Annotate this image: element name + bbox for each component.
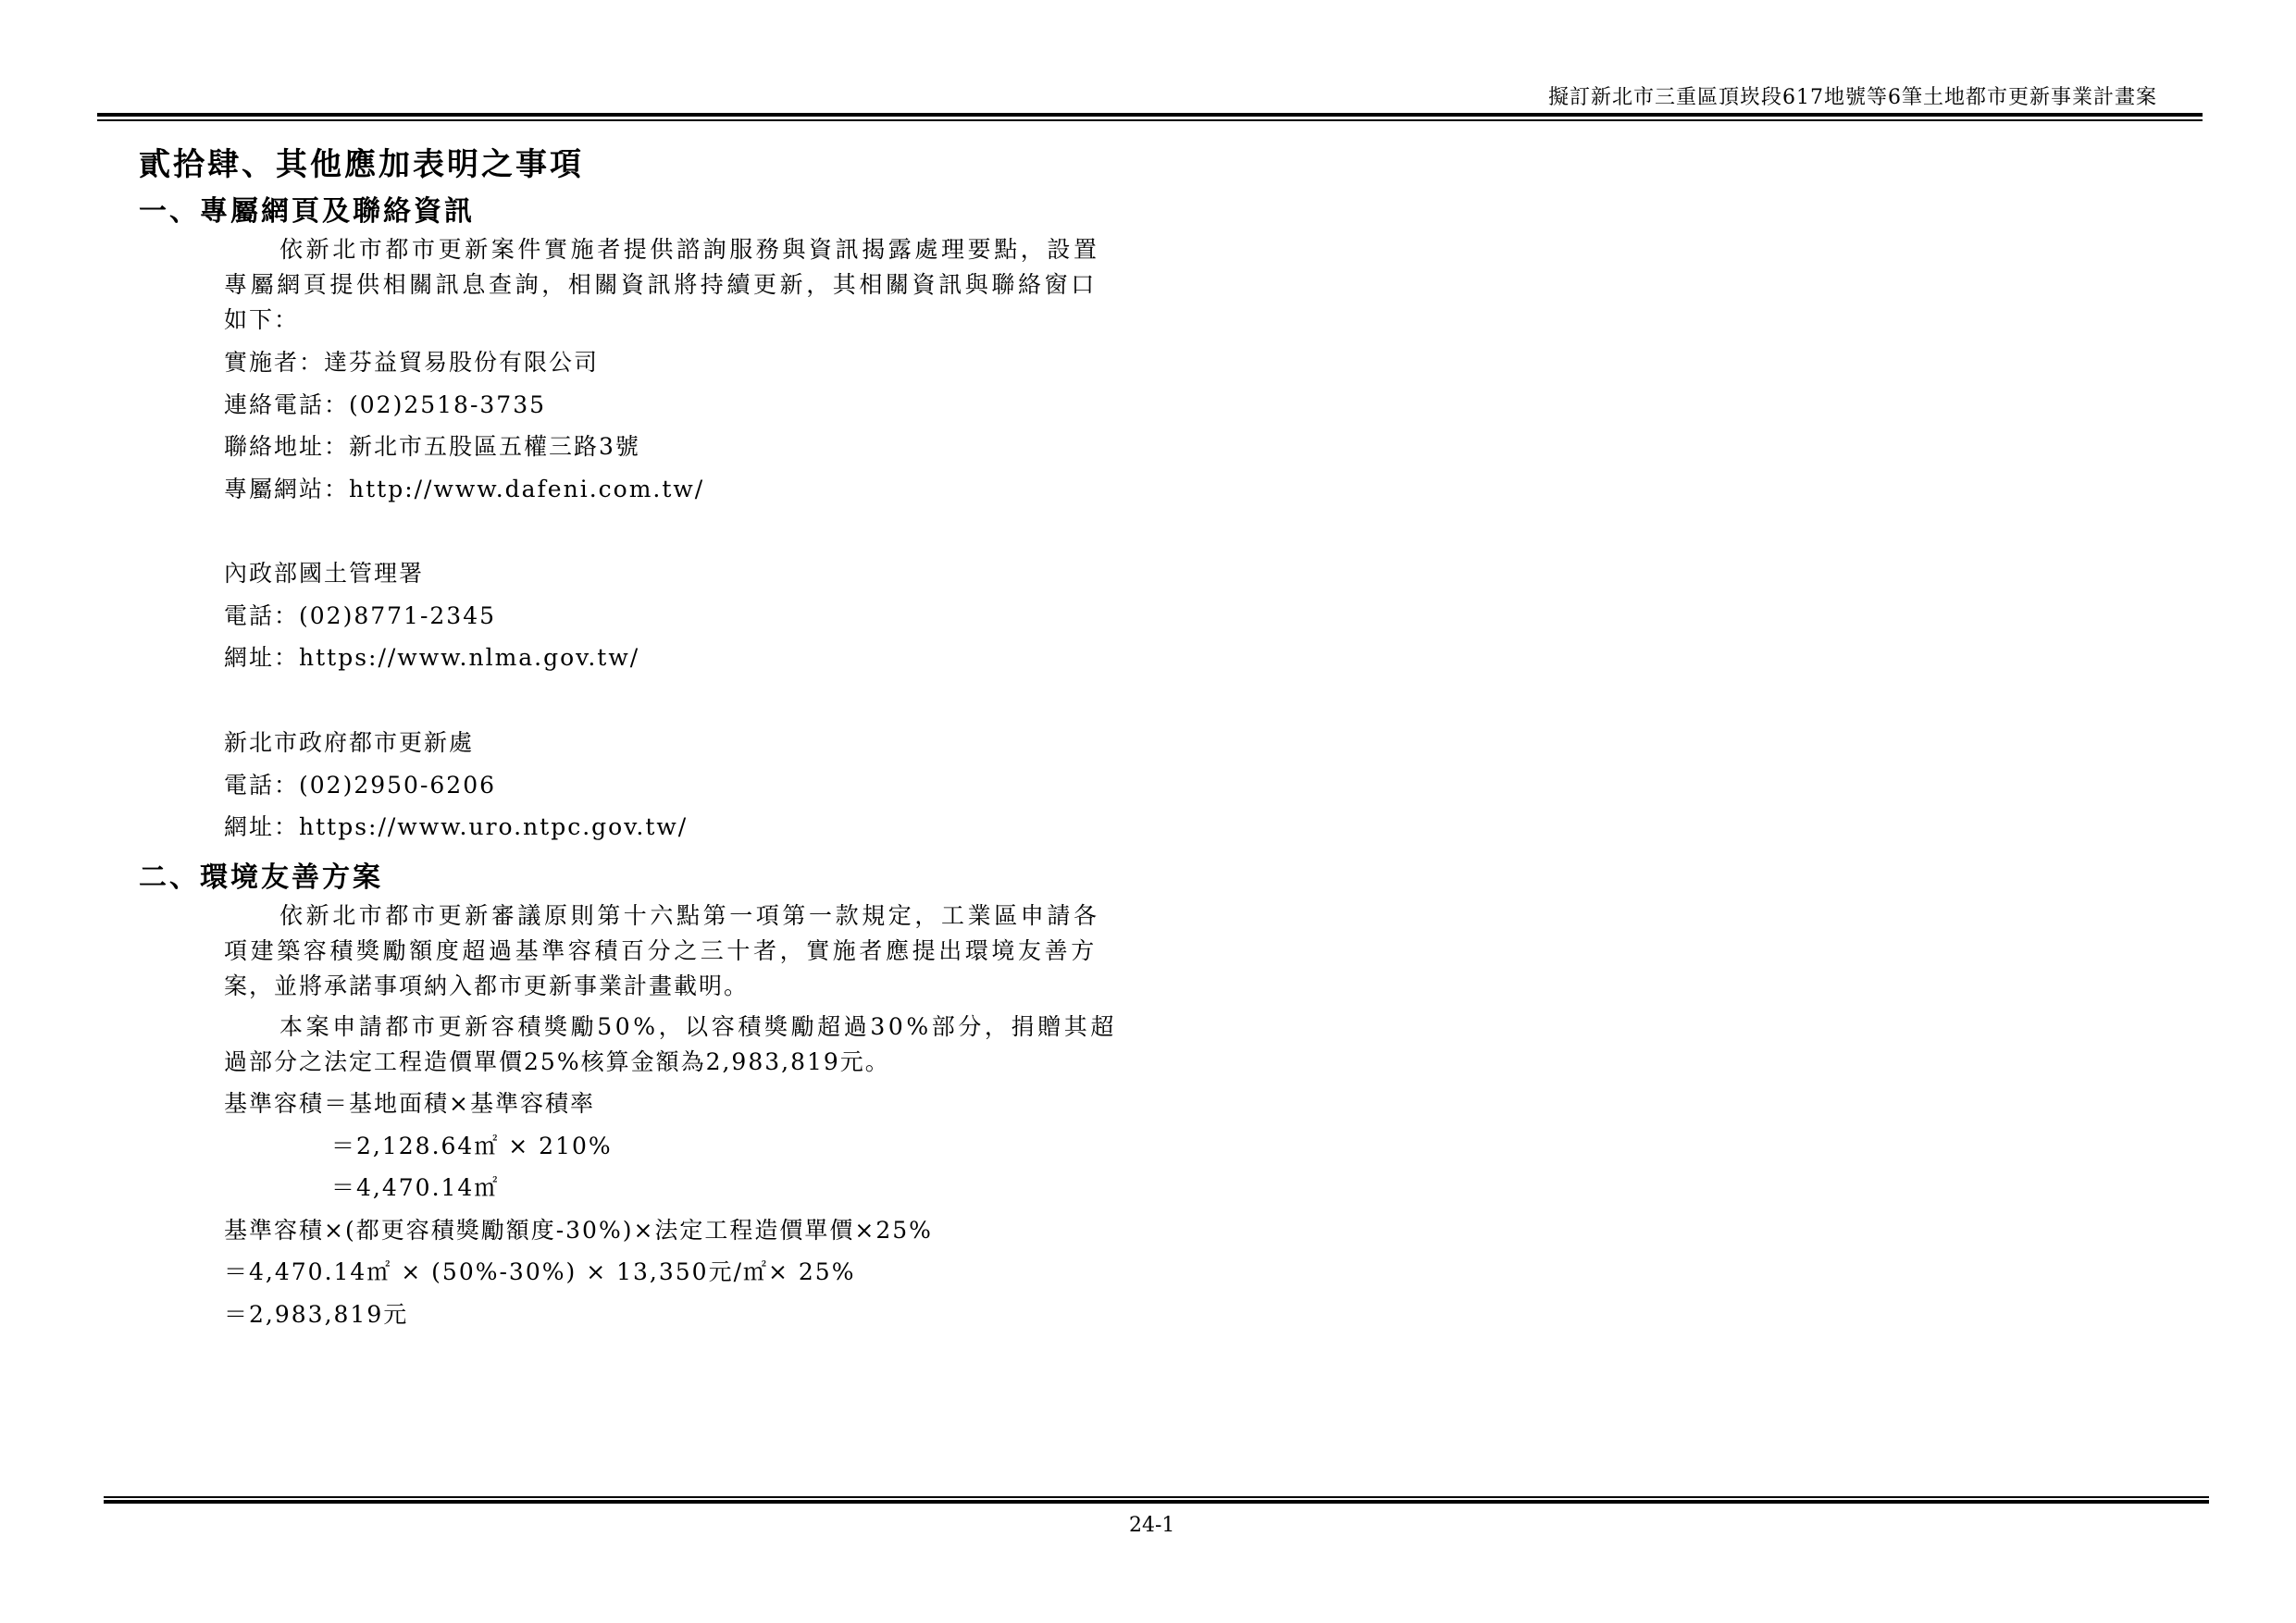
agency2-phone: 電話：(02)2950-6206	[224, 772, 497, 799]
section1-paragraph-line: 依新北市都市更新案件實施者提供諮詢服務與資訊揭露處理要點，設置	[279, 236, 1100, 263]
calculation-line: ＝4,470.14㎡ × (50%-30%) × 13,350元/㎡× 25%	[224, 1258, 856, 1285]
agency1-name: 內政部國土管理署	[224, 560, 425, 587]
chapter-title: 貳拾肆、其他應加表明之事項	[139, 146, 584, 183]
header-rule-thin	[97, 119, 2203, 121]
section2-paragraph-line: 項建築容積獎勵額度超過基準容積百分之三十者，實施者應提出環境友善方	[224, 937, 1098, 964]
footer-rule-thin	[104, 1496, 2209, 1498]
contact-address-text: 聯絡地址：新北市五股區五權三路3號	[224, 433, 640, 460]
calculation-line: ＝2,128.64㎡ × 210%	[331, 1133, 613, 1159]
section1-paragraph-line: 如下：	[224, 306, 300, 333]
agency2-url: 網址：https://www.uro.ntpc.gov.tw/	[224, 813, 689, 840]
document-header-title: 擬訂新北市三重區頂崁段617地號等6筆土地都市更新事業計畫案	[1548, 86, 2157, 109]
dedicated-website-text: 專屬網站：http://www.dafeni.com.tw/	[224, 476, 705, 502]
calculation-line: 基準容積＝基地面積×基準容積率	[224, 1090, 595, 1117]
agency1-url: 網址：https://www.nlma.gov.tw/	[224, 644, 640, 671]
calculation-line: ＝4,470.14㎡	[331, 1174, 500, 1201]
contact-phone-text: 連絡電話：(02)2518-3735	[224, 391, 547, 418]
agency2-name: 新北市政府都市更新處	[224, 729, 475, 756]
section1-paragraph-line: 專屬網頁提供相關訊息查詢，相關資訊將持續更新，其相關資訊與聯絡窗口	[224, 271, 1098, 298]
agency1-phone: 電話：(02)8771-2345	[224, 602, 497, 629]
header-rule-thick	[97, 113, 2203, 117]
page-number: 24-1	[1129, 1514, 1175, 1537]
section2-paragraph-line: 本案申請都市更新容積獎勵50%，以容積獎勵超過30%部分，捐贈其超	[279, 1013, 1117, 1040]
calculation-line: ＝2,983,819元	[224, 1301, 409, 1328]
footer-rule-thick	[104, 1500, 2209, 1504]
calculation-line: 基準容積×(都更容積獎勵額度-30%)×法定工程造價單價×25%	[224, 1217, 933, 1244]
implementer-text: 實施者：達芬益貿易股份有限公司	[224, 349, 600, 376]
section2-paragraph-line: 過部分之法定工程造價單價25%核算金額為2,983,819元。	[224, 1048, 890, 1075]
section2-paragraph-line: 案，並將承諾事項納入都市更新事業計畫載明。	[224, 973, 750, 999]
section2-paragraph-line: 依新北市都市更新審議原則第十六點第一項第一款規定，工業區申請各	[279, 902, 1100, 929]
section2-heading: 二、環境友善方案	[139, 861, 383, 894]
section1-heading: 一、專屬網頁及聯絡資訊	[139, 195, 475, 228]
